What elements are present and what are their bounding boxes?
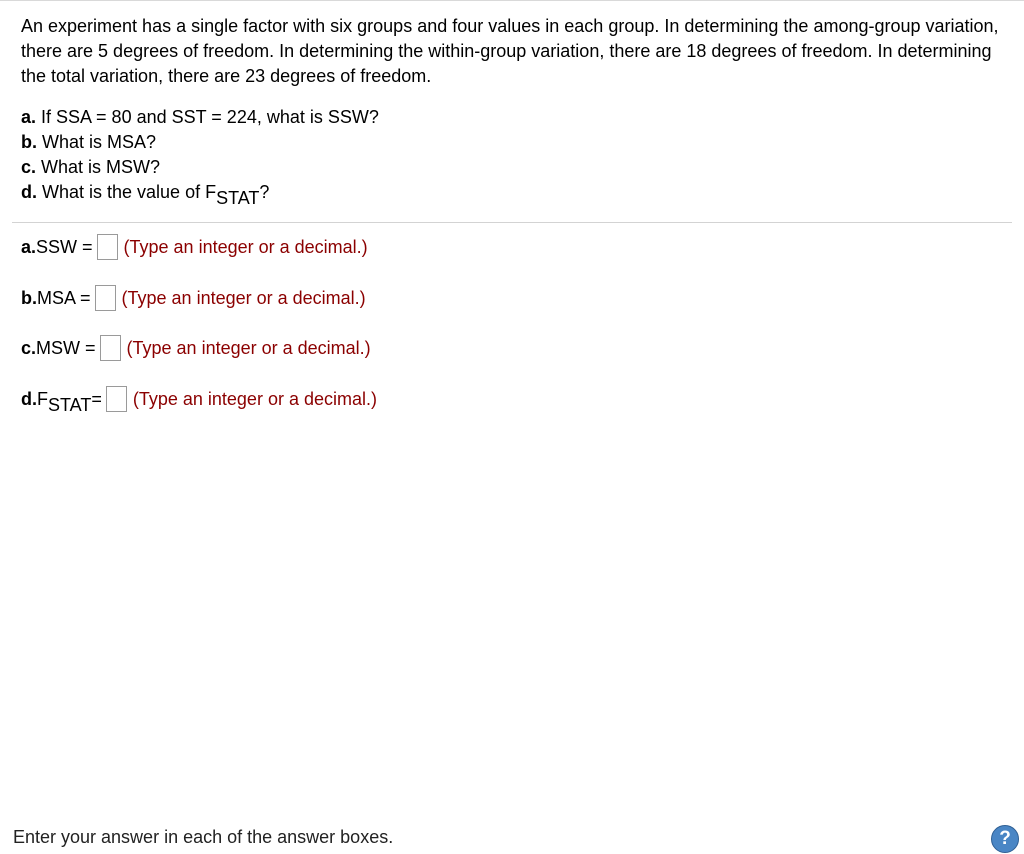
answer-label: MSA = bbox=[37, 287, 91, 308]
part-text: What is MSA? bbox=[37, 132, 157, 152]
answer-row-b bbox=[21, 284, 366, 312]
ssw-answer-box[interactable] bbox=[97, 234, 118, 260]
part-text: What is MSW? bbox=[36, 157, 161, 177]
question-intro: An experiment has a single factor with six groups and four values in each group. In determining the among-group variation, there are 5 degrees of freedom. In determining the within-group variation, there are 18 degrees of freedom. In determining the total variation, there are 23 degrees of freedom. bbox=[21, 16, 999, 86]
section-divider bbox=[12, 222, 1012, 223]
part-text: What is the value of F bbox=[37, 182, 217, 202]
footer-instruction: Enter your answer in each of the answer boxes. bbox=[13, 827, 394, 847]
fstat-answer-box[interactable] bbox=[106, 386, 127, 412]
part-text: If SSA = 80 and SST = 224, what is SSW? bbox=[36, 107, 379, 127]
answer-hint: (Type an integer or a decimal.) bbox=[132, 388, 377, 409]
answer-row-c bbox=[21, 334, 371, 362]
f-stat-subscript: STAT bbox=[216, 188, 260, 208]
answer-hint: (Type an integer or a decimal.) bbox=[123, 236, 368, 257]
f-stat-subscript: STAT bbox=[48, 394, 92, 415]
answer-hint: (Type an integer or a decimal.) bbox=[126, 337, 371, 358]
answer-label-end: = bbox=[91, 388, 102, 409]
answer-label: SSW = bbox=[36, 236, 93, 257]
top-divider bbox=[0, 0, 1024, 1]
help-icon[interactable]: ? bbox=[991, 825, 1019, 853]
answer-letter: c. bbox=[21, 337, 37, 358]
answer-letter: b. bbox=[21, 287, 37, 308]
part-text-end: ? bbox=[259, 182, 270, 202]
answer-row-a bbox=[21, 233, 368, 261]
part-letter: c. bbox=[21, 157, 37, 177]
question-part-a bbox=[21, 105, 1011, 130]
answer-letter: d. bbox=[21, 388, 37, 409]
answer-row-d bbox=[21, 385, 377, 413]
msa-answer-box[interactable] bbox=[95, 285, 116, 311]
question-part-d bbox=[21, 180, 1011, 208]
question-parts bbox=[21, 105, 1011, 208]
part-letter: b. bbox=[21, 132, 37, 152]
question-part-b bbox=[21, 130, 1011, 155]
answer-letter: a. bbox=[21, 236, 37, 257]
part-letter: a. bbox=[21, 107, 37, 127]
msw-answer-box[interactable] bbox=[100, 335, 121, 361]
question-panel bbox=[21, 14, 1011, 208]
answer-label: MSW = bbox=[36, 337, 96, 358]
part-letter: d. bbox=[21, 182, 37, 202]
question-part-c bbox=[21, 155, 1011, 180]
answer-hint: (Type an integer or a decimal.) bbox=[121, 287, 366, 308]
answer-label: F bbox=[37, 388, 48, 409]
